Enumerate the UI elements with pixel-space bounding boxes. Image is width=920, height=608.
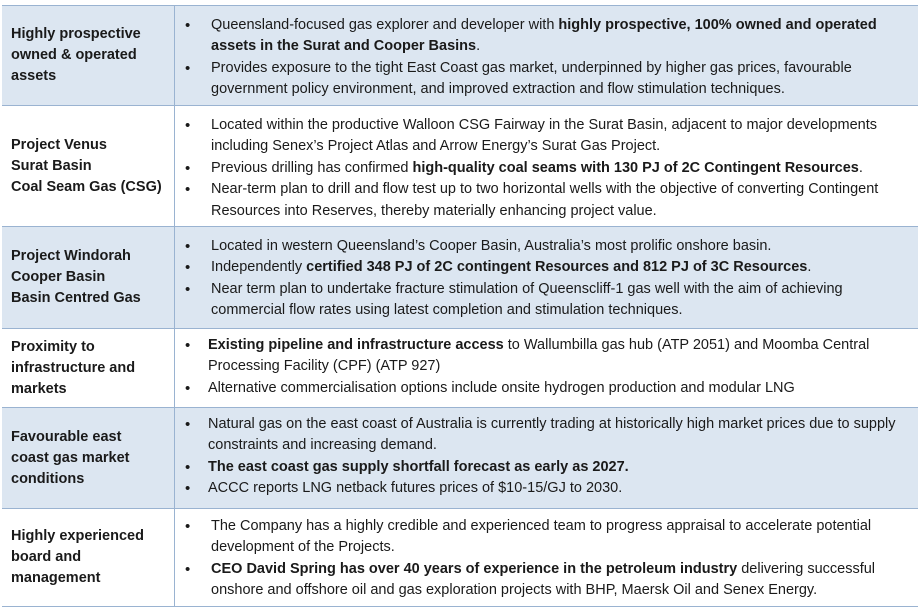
bullet-list — [175, 516, 912, 602]
row-heading — [2, 227, 174, 328]
row-heading-text: Project Venus Surat Basin Coal Seam Gas (CSG) — [11, 136, 162, 195]
summary-table — [2, 5, 918, 607]
bullet-item: • Independently certified 348 PJ of 2C contingent Resources and 812 PJ of 3C Resources. — [175, 257, 912, 278]
bullet-list — [175, 15, 912, 101]
row-content — [174, 329, 918, 407]
table-row — [2, 509, 918, 607]
bullet-item: • Near-term plan to drill and flow test up to two horizontal wells with the objective of converting Contingent Resources into Reserves, thereby materially enhancing project value. — [175, 179, 912, 222]
bullet-item: • Provides exposure to the tight East Coast gas market, underpinned by higher gas prices, favourable government policy environment, and improved extraction and flow stimulation techniques. — [175, 58, 912, 101]
row-heading-text: Highly prospective owned & operated assets — [11, 26, 141, 84]
row-heading-text: Proximity to infrastructure and markets — [11, 338, 136, 397]
row-content — [174, 6, 918, 105]
bullet-list — [175, 335, 912, 399]
row-content — [174, 227, 918, 328]
row-heading-text: Favourable east coast gas market conditions — [11, 428, 130, 487]
bullet-item: • Near term plan to undertake fracture stimulation of Queenscliff-1 gas well with the aim of achieving commercial flow rates using latest completion and stimulation techniques. — [175, 279, 912, 322]
bullet-item: • CEO David Spring has over 40 years of experience in the petroleum industry delivering successful onshore and offshore oil and gas exploration projects with BHP, Maersk Oil and Senex Energy. — [175, 559, 912, 602]
bullet-item: • Existing pipeline and infrastructure access to Wallumbilla gas hub (ATP 2051) and Moomba Central Processing Facility (CPF) (ATP 927) — [175, 335, 912, 378]
table-row — [2, 5, 918, 106]
row-heading — [2, 106, 174, 226]
bullet-item: • Queensland-focused gas explorer and developer with highly prospective, 100% owned and operated assets in the Surat and Cooper Basins. — [175, 15, 912, 58]
row-heading — [2, 6, 174, 105]
row-content — [174, 408, 918, 508]
row-heading-text: Project Windorah Cooper Basin Basin Centred Gas — [11, 248, 141, 306]
bullet-item: • Located within the productive Walloon CSG Fairway in the Surat Basin, adjacent to major developments including Senex’s Project Atlas and Arrow Energy’s Surat Gas Project. — [175, 115, 912, 158]
row-heading — [2, 509, 174, 606]
bullet-item: • ACCC reports LNG netback futures prices of $10-15/GJ to 2030. — [175, 478, 912, 499]
bullet-list — [175, 414, 912, 500]
table-row — [2, 329, 918, 408]
table-row — [2, 106, 918, 227]
bullet-item: • The east coast gas supply shortfall forecast as early as 2027. — [175, 457, 912, 478]
bullet-item: • Located in western Queensland’s Cooper Basin, Australia’s most prolific onshore basin. — [175, 236, 912, 257]
table-row — [2, 227, 918, 329]
row-content — [174, 509, 918, 606]
bullet-item: • The Company has a highly credible and experienced team to progress appraisal to accelerate potential development of the Projects. — [175, 516, 912, 559]
bullet-list — [175, 115, 912, 222]
row-heading — [2, 329, 174, 407]
bullet-item: • Previous drilling has confirmed high-quality coal seams with 130 PJ of 2C Contingent Resources. — [175, 158, 912, 179]
table-row — [2, 408, 918, 509]
row-content — [174, 106, 918, 226]
bullet-list — [175, 236, 912, 322]
row-heading — [2, 408, 174, 508]
bullet-item: • Natural gas on the east coast of Australia is currently trading at historically high market prices due to supply constraints and increasing demand. — [175, 414, 912, 457]
bullet-item: • Alternative commercialisation options include onsite hydrogen production and modular LNG — [175, 378, 912, 399]
row-heading-text: Highly experienced board and management — [11, 528, 144, 586]
